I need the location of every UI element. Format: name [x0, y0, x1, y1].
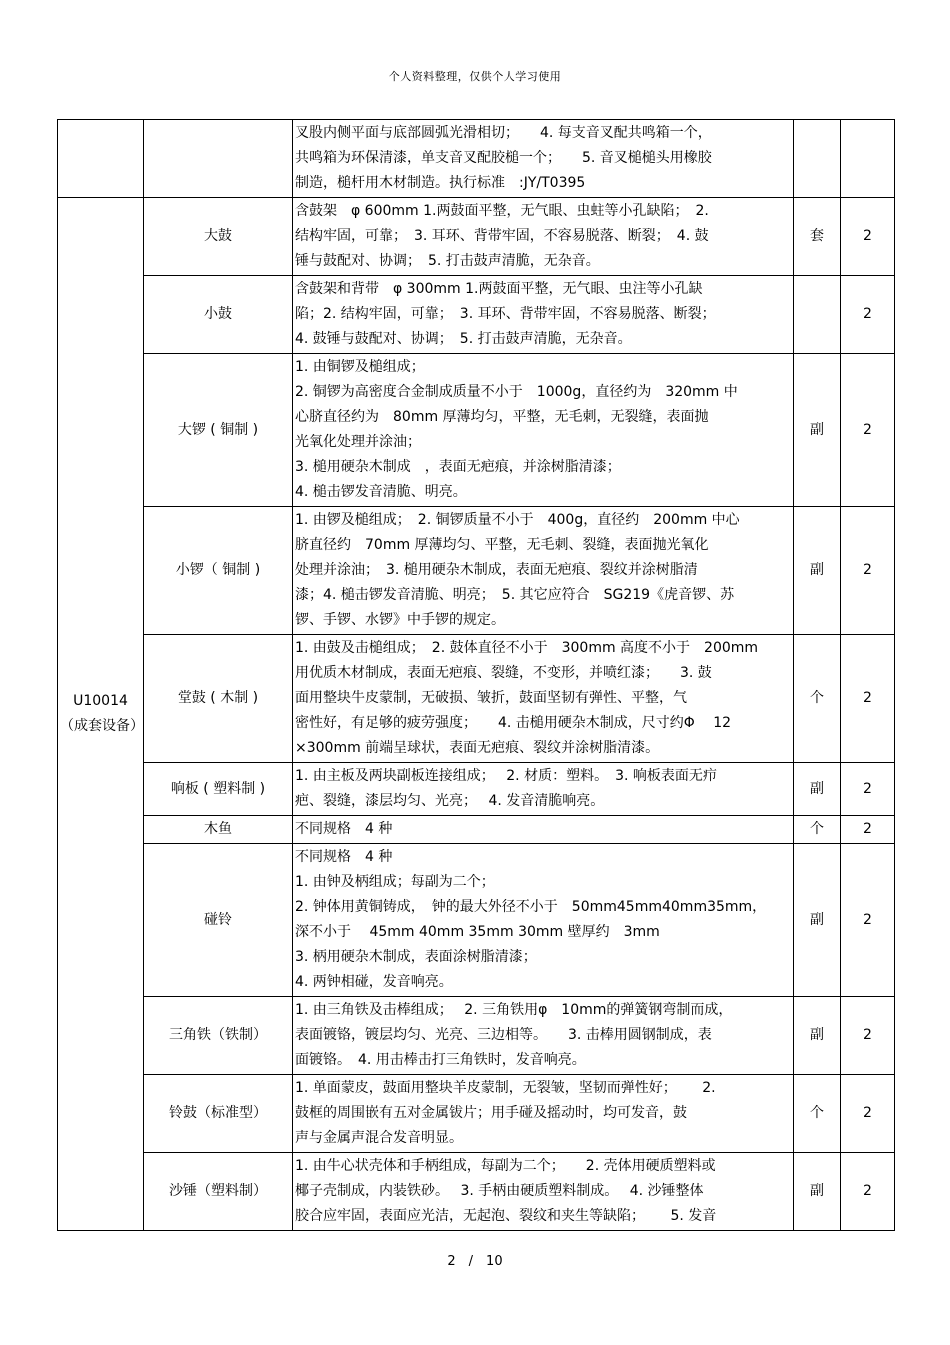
- item-name: 木鱼: [144, 816, 293, 844]
- spec-line: 光氧化处理并涂油；: [295, 434, 421, 450]
- spec-line: 面镀铬。 4. 用击棒击打三角铁时，发音响亮。: [295, 1052, 586, 1068]
- spec-line: 声与金属声混合发音明显。: [295, 1130, 463, 1146]
- spec-line: 叉股内侧平面与底部圆弧光滑相切； 4. 每支音叉配共鸣箱一个，: [295, 125, 712, 141]
- item-unit: 套: [794, 198, 841, 276]
- spec-line: 不同规格 4 种: [295, 849, 393, 865]
- item-quantity: 2: [841, 198, 895, 276]
- spec-line: 用优质木材制成，表面无疤痕、裂缝，不变形，并喷红漆； 3. 鼓: [295, 665, 712, 681]
- item-specification: [293, 635, 794, 763]
- table-row: [58, 635, 895, 763]
- spec-line: 锤与鼓配对、协调； 5. 打击鼓声清脆，无杂音。: [295, 253, 600, 269]
- item-quantity: 2: [841, 1153, 895, 1231]
- spec-line: 深不小于 45mm 40mm 35mm 30mm 壁厚约 3mm: [295, 924, 660, 940]
- item-quantity: 2: [841, 507, 895, 635]
- spec-line: 共鸣箱为环保清漆，单支音叉配胶槌一个； 5. 音叉槌槌头用橡胶: [295, 150, 712, 166]
- spec-line: 胶合应牢固，表面应光洁，无起泡、裂纹和夹生等缺陷； 5. 发音: [295, 1208, 717, 1224]
- item-quantity: [841, 120, 895, 198]
- item-specification: [293, 198, 794, 276]
- table-row: [58, 763, 895, 816]
- equipment-code-cell-empty: [58, 120, 144, 198]
- table-row: [58, 816, 895, 844]
- item-name: 堂鼓 ( 木制 ): [144, 635, 293, 763]
- spec-line: 脐直径约 70mm 厚薄均匀、平整，无毛刺、裂缝，表面抛光氧化: [295, 537, 709, 553]
- spec-line: 结构牢固，可靠； 3. 耳环、背带牢固，不容易脱落、断裂； 4. 鼓: [295, 228, 709, 244]
- spec-line: 疤、裂缝，漆层均匀、光亮； 4. 发音清脆响亮。: [295, 793, 605, 809]
- spec-line: 不同规格 4 种: [295, 821, 393, 837]
- spec-line: 4. 鼓锤与鼓配对、协调； 5. 打击鼓声清脆，无杂音。: [295, 331, 632, 347]
- item-name: 大锣 ( 铜制 ): [144, 354, 293, 507]
- spec-line: 1. 由鼓及击槌组成； 2. 鼓体直径不小于 300mm 高度不小于 200mm: [295, 640, 759, 656]
- item-specification: [293, 763, 794, 816]
- spec-line: 椰子壳制成，内装铁砂。 3. 手柄由硬质塑料制成。 4. 沙锤整体: [295, 1183, 704, 1199]
- spec-line: 表面镀铬，镀层均匀、光亮、三边相等。 3. 击棒用圆钢制成，表: [295, 1027, 712, 1043]
- item-quantity: 2: [841, 816, 895, 844]
- item-quantity: 2: [841, 276, 895, 354]
- item-unit: 个: [794, 635, 841, 763]
- item-name: 响板 ( 塑料制 ): [144, 763, 293, 816]
- item-specification: [293, 354, 794, 507]
- item-name: 大鼓: [144, 198, 293, 276]
- item-unit: 副: [794, 1153, 841, 1231]
- item-quantity: 2: [841, 763, 895, 816]
- item-quantity: 2: [841, 1075, 895, 1153]
- item-unit: 副: [794, 763, 841, 816]
- table-row: [58, 120, 895, 198]
- spec-line: 4. 两钟相碰，发音响亮。: [295, 974, 453, 990]
- spec-line: 1. 由三角铁及击棒组成； 2. 三角铁用φ 10mm的弹簧钢弯制而成，: [295, 1002, 733, 1018]
- item-specification: [293, 844, 794, 997]
- page-header-note: 个人资料整理，仅供个人学习使用: [388, 70, 562, 83]
- table-row: [58, 1153, 895, 1231]
- table-row: [58, 507, 895, 635]
- table-row: [58, 1075, 895, 1153]
- spec-line: ×300mm 前端呈球状，表面无疤痕、裂纹并涂树脂清漆。: [295, 740, 660, 756]
- spec-line: 心脐直径约为 80mm 厚薄均匀，平整，无毛刺，无裂缝，表面抛: [295, 409, 709, 425]
- spec-line: 2. 铜锣为高密度合金制成质量不小于 1000g，直径约为 320mm 中: [295, 384, 738, 400]
- spec-line: 1. 单面蒙皮，鼓面用整块羊皮蒙制，无裂皱，坚韧而弹性好； 2.: [295, 1080, 716, 1096]
- table-row: [58, 354, 895, 507]
- table-row: [58, 198, 895, 276]
- item-name: 小鼓: [144, 276, 293, 354]
- spec-line: 漆；4. 槌击锣发音清脆、明亮； 5. 其它应符合 SG219《虎音锣、苏: [295, 587, 735, 603]
- item-specification: [293, 507, 794, 635]
- item-name: 铃鼓（标准型）: [144, 1075, 293, 1153]
- equipment-group-code: U10014（成套设备）: [58, 198, 144, 1231]
- item-unit: 个: [794, 816, 841, 844]
- spec-line: 面用整块牛皮蒙制，无破损、皱折，鼓面坚韧有弹性、平整，气: [295, 690, 687, 706]
- spec-line: 1. 由钟及柄组成；每副为二个；: [295, 874, 495, 890]
- item-unit: [794, 120, 841, 198]
- spec-line: 2. 钟体用黄铜铸成， 钟的最大外径不小于 50mm45mm40mm35mm，: [295, 899, 767, 915]
- item-unit: [794, 276, 841, 354]
- item-unit: 副: [794, 844, 841, 997]
- spec-line: 4. 槌击锣发音清脆、明亮。: [295, 484, 467, 500]
- spec-line: 含鼓架和背带 φ 300mm 1.两鼓面平整，无气眼、虫注等小孔缺: [295, 281, 703, 297]
- item-specification: [293, 120, 794, 198]
- table-row: [58, 276, 895, 354]
- spec-line: 3. 槌用硬杂木制成 ，表面无疤痕，并涂树脂清漆；: [295, 459, 621, 475]
- spec-line: 1. 由主板及两块副板连接组成； 2. 材质：塑料。 3. 响板表面无疖: [295, 768, 717, 784]
- page-number: 2 / 10: [447, 1254, 503, 1269]
- item-unit: 副: [794, 507, 841, 635]
- spec-line: 1. 由铜锣及槌组成；: [295, 359, 425, 375]
- item-quantity: 2: [841, 635, 895, 763]
- spec-line: 1. 由牛心状壳体和手柄组成，每副为二个； 2. 壳体用硬质塑料或: [295, 1158, 716, 1174]
- spec-line: 1. 由锣及槌组成； 2. 铜锣质量不小于 400g，直径约 200mm 中心: [295, 512, 740, 528]
- spec-line: 含鼓架 φ 600mm 1.两鼓面平整，无气眼、虫蛀等小孔缺陷； 2.: [295, 203, 709, 219]
- item-name: [144, 120, 293, 198]
- spec-line: 密性好，有足够的疲劳强度； 4. 击槌用硬杂木制成，尺寸约Φ 12: [295, 715, 732, 731]
- table-row: [58, 997, 895, 1075]
- item-quantity: 2: [841, 844, 895, 997]
- spec-line: 鼓框的周围嵌有五对金属钹片；用手碰及摇动时，均可发音，鼓: [295, 1105, 687, 1121]
- spec-line: 锣、手锣、水锣》中手锣的规定。: [295, 612, 505, 628]
- item-specification: [293, 1075, 794, 1153]
- spec-line: 制造，槌杆用木材制造。执行标准 :JY/T0395: [295, 175, 586, 191]
- item-specification: [293, 997, 794, 1075]
- item-specification: [293, 1153, 794, 1231]
- item-name: 三角铁（铁制）: [144, 997, 293, 1075]
- item-name: 沙锤（塑料制）: [144, 1153, 293, 1231]
- item-unit: 副: [794, 997, 841, 1075]
- spec-line: 3. 柄用硬杂木制成，表面涂树脂清漆；: [295, 949, 537, 965]
- item-specification: [293, 816, 794, 844]
- item-name: 碰铃: [144, 844, 293, 997]
- item-quantity: 2: [841, 997, 895, 1075]
- item-specification: [293, 276, 794, 354]
- item-unit: 个: [794, 1075, 841, 1153]
- spec-line: 陷；2. 结构牢固，可靠； 3. 耳环、背带牢固，不容易脱落、断裂；: [295, 306, 716, 322]
- item-quantity: 2: [841, 354, 895, 507]
- item-unit: 副: [794, 354, 841, 507]
- equipment-spec-table: [57, 119, 895, 1231]
- spec-line: 处理并涂油； 3. 槌用硬杂木制成，表面无疤痕、裂纹并涂树脂清: [295, 562, 698, 578]
- item-name: 小锣（ 铜制 ): [144, 507, 293, 635]
- table-row: [58, 844, 895, 997]
